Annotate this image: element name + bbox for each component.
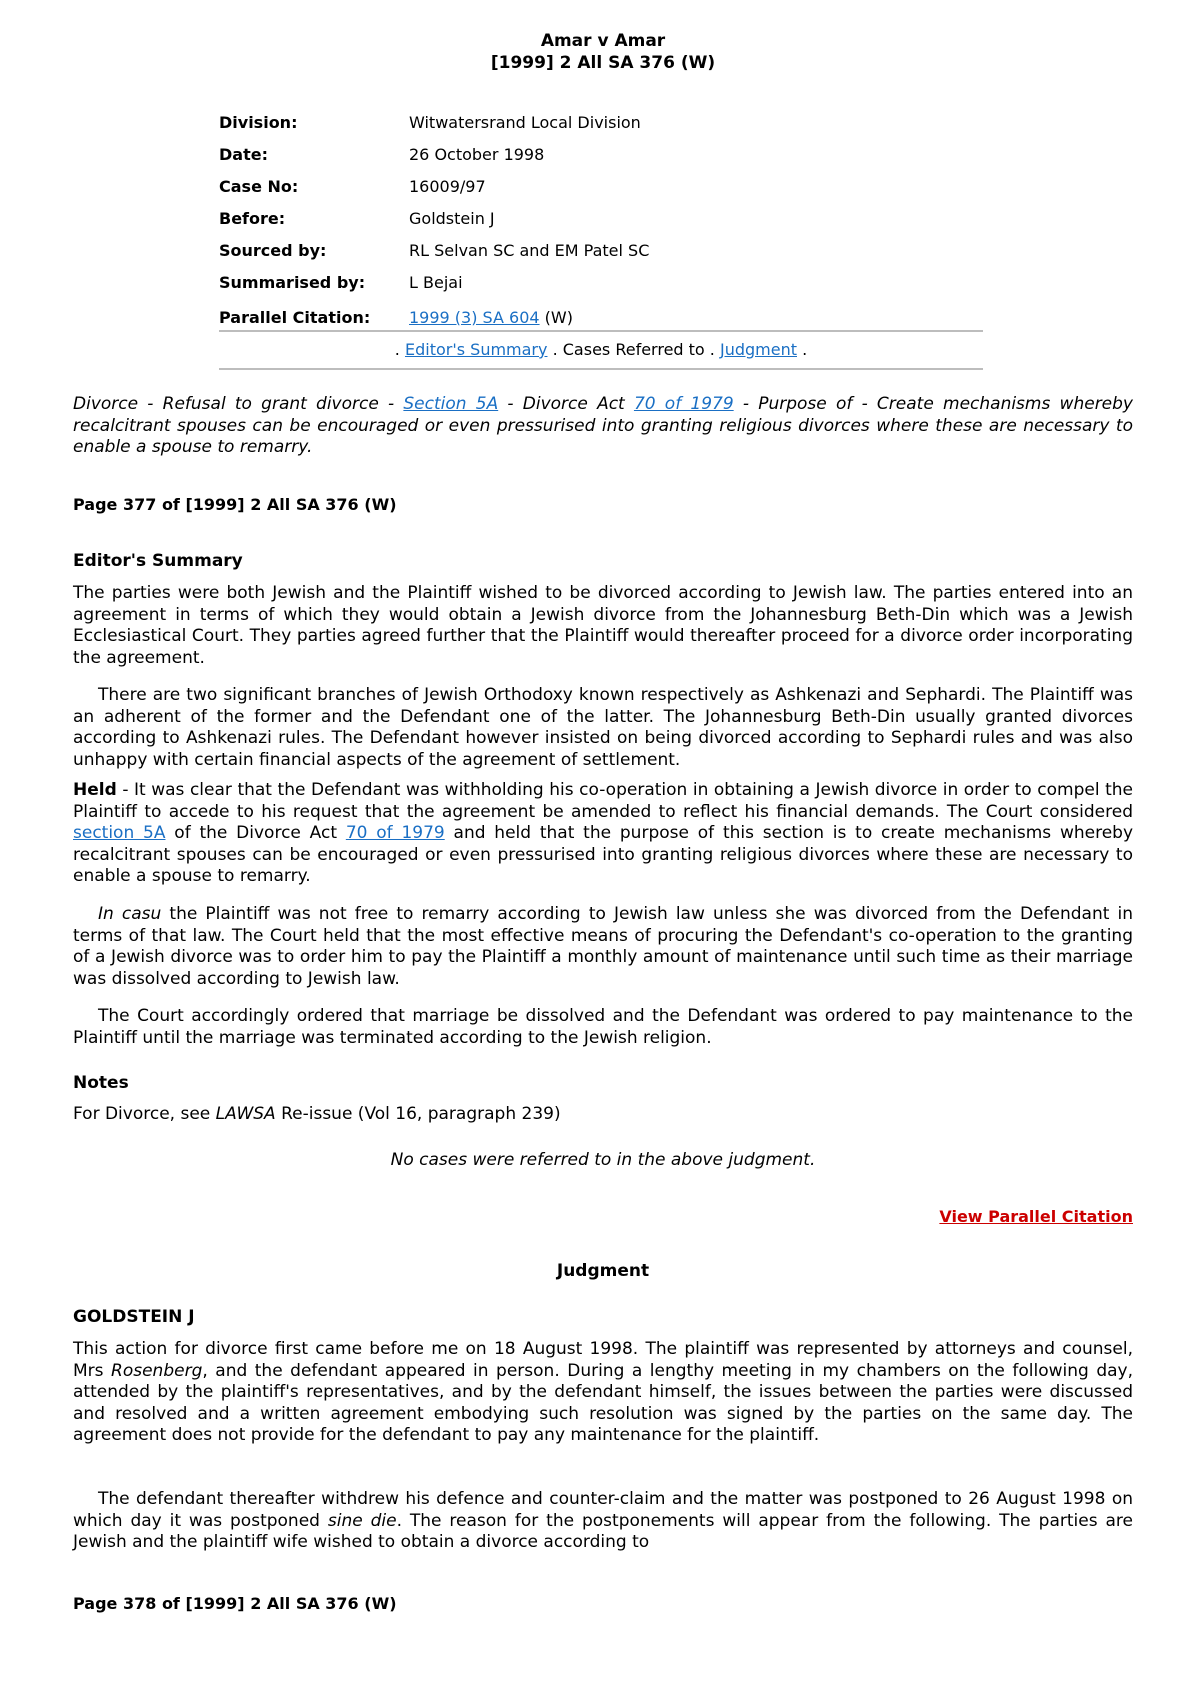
document-header (73, 30, 1133, 74)
meta-row-before (219, 202, 983, 234)
section-nav (219, 332, 983, 370)
summary-paragraph (73, 904, 1133, 990)
meta-row-parallel-citation (219, 304, 983, 330)
notes-text-part: For Divorce, see (73, 1104, 216, 1124)
view-parallel-citation-link[interactable]: View Parallel Citation (939, 1207, 1133, 1226)
held-text: of the Divorce Act (165, 823, 346, 843)
meta-label: Summarised by: (219, 272, 366, 292)
meta-label: Division: (219, 112, 298, 132)
judgment-heading: Judgment (556, 1261, 650, 1281)
meta-label: Case No: (219, 176, 299, 196)
summary-paragraph: The Court accordingly ordered that marriage be dissolved and the Defendant was ordered to pay maintenance to the Plaintiff until the marriage was terminated according to the Jewish religion. (73, 1006, 1133, 1048)
nav-dot: . (394, 340, 400, 359)
meta-value: 26 October 1998 (409, 144, 545, 164)
catchwords-text: - Purpose of - Create mechanisms whereby recalcitrant spouses can be encouraged or even pressurised into granting religious divorces where these are necessary to enable a spouse to remarry. (73, 394, 1133, 457)
section-5a-link[interactable]: section 5A (73, 823, 166, 843)
summary-text: the Plaintiff was not free to remarry according to Jewish law unless she was divorced from the Defendant in terms of that law. The Court held that the most effective means of procuring the Defendant's co-operation to the granting of a Jewish divorce was to order him to pay the Plaintiff a monthly amount of maintenance until such time as their marriage was dissolved according to Jewish law. (73, 904, 1133, 989)
case-citation: [1999] 2 All SA 376 (W) (490, 53, 716, 73)
case-title: Amar v Amar (540, 31, 666, 51)
meta-row-division (219, 106, 983, 138)
meta-value: Witwatersrand Local Division (409, 112, 641, 132)
held-text: - It was clear that the Defendant was withholding his co-operation in obtaining a Jewish divorce in order to compel the Plaintiff to accede to his request that the agreement be amended to reflect his financial demands. The Court considered (73, 780, 1133, 822)
notes-heading: Notes (73, 1073, 129, 1093)
meta-label: Before: (219, 208, 286, 228)
judgment-text: , and the defendant appeared in person. During a lengthy meeting in my chambers on the following day, attended by the plaintiff's representatives, and by the defendant himself, the issues between the parties were discussed and resolved and a written agreement embodying such resolution was signed by the parties on the same day. The agreement does not provide for the defendant to pay any maintenance for the plaintiff. (73, 1360, 1133, 1445)
catchwords-text: - Divorce Act (498, 394, 634, 414)
held-text: and held that the purpose of this section is to create mechanisms whereby recalcitrant spouses can be encouraged or even pressurised into granting religious divorces where these are necessary to enable a spouse to remarry. (73, 823, 1134, 886)
judge-name: GOLDSTEIN J (73, 1307, 195, 1327)
meta-label: Parallel Citation: (219, 307, 371, 327)
judgment-paragraph (73, 1339, 1133, 1447)
meta-value: 16009/97 (409, 176, 486, 196)
held-paragraph (73, 780, 1133, 888)
meta-value (409, 308, 983, 327)
page-marker-378: Page 378 of [1999] 2 All SA 376 (W) (73, 1594, 397, 1613)
judgment-text: . The reason for the postponements will appear from the following. The parties are Jewish and the plaintiff wife wished to obtain a divorce according to (73, 1510, 1133, 1552)
page-marker-377: Page 377 of [1999] 2 All SA 376 (W) (73, 495, 397, 514)
catchwords (73, 394, 1133, 459)
divorce-act-link[interactable]: 70 of 1979 (633, 394, 734, 414)
nav-end-dot: . (802, 340, 808, 359)
no-cases-note: No cases were referred to in the above judgment. (390, 1150, 816, 1170)
summary-paragraph: The parties were both Jewish and the Plaintiff wished to be divorced according to Jewish law. The parties entered into an agreement in terms of which they would obtain a Jewish divorce from the Johannesburg Beth-Din which was a Jewish Ecclesiastical Court. They parties agreed further that the Plaintiff would thereafter proceed for a divorce order incorporating the agreement. (73, 583, 1133, 668)
in-casu: In casu (98, 904, 162, 924)
judgment-text: The defendant thereafter withdrew his defence and counter-claim and the matter was postponed to 26 August 1998 on which day it was postponed (73, 1489, 1133, 1531)
nav-editors-summary-link[interactable]: Editor's Summary (404, 340, 548, 359)
rosenberg: Rosenberg (111, 1360, 203, 1381)
notes-text (73, 1104, 1133, 1124)
judgment-text: This action for divorce first came before me on 18 August 1998. The plaintiff was represented by attorneys and counsel, Mrs (73, 1339, 1133, 1381)
editors-summary-heading: Editor's Summary (73, 551, 243, 571)
nav-judgment-link[interactable]: Judgment (719, 340, 797, 359)
summary-paragraph: There are two significant branches of Jewish Orthodoxy known respectively as Ashkenazi and Sephardi. The Plaintiff was an adherent of the former and the Defendant one of the latter. The Johannesburg Beth-Din usually granted divorces according to Ashkenazi rules. The Defendant however insisted on being divorced according to Sephardi rules and was also unhappy with certain financial aspects of the agreement of settlement. (73, 685, 1133, 770)
parallel-citation-link[interactable]: 1999 (3) SA 604 (409, 307, 540, 327)
meta-value: Goldstein J (409, 208, 495, 228)
section-5a-link[interactable]: Section 5A (403, 394, 499, 414)
catchwords-text: Divorce - Refusal to grant divorce - (73, 394, 404, 414)
sine-die: sine die (327, 1510, 397, 1531)
parallel-citation-suffix: (W) (544, 307, 573, 327)
meta-row-summarised-by (219, 266, 983, 298)
meta-row-sourced-by (219, 234, 983, 266)
lawsa: LAWSA (215, 1104, 276, 1124)
nav-cases-referred: . Cases Referred to . (552, 340, 715, 359)
meta-value: RL Selvan SC and EM Patel SC (409, 240, 650, 260)
meta-label: Date: (219, 144, 268, 164)
judgment-paragraph (73, 1489, 1133, 1554)
case-metadata (219, 106, 983, 370)
meta-value: L Bejai (409, 272, 463, 292)
divorce-act-link[interactable]: 70 of 1979 (345, 823, 445, 843)
meta-row-case-no (219, 170, 983, 202)
meta-label: Sourced by: (219, 240, 327, 260)
held-label: Held (73, 780, 117, 800)
meta-row-date (219, 138, 983, 170)
notes-text-part: Re-issue (Vol 16, paragraph 239) (275, 1104, 561, 1124)
